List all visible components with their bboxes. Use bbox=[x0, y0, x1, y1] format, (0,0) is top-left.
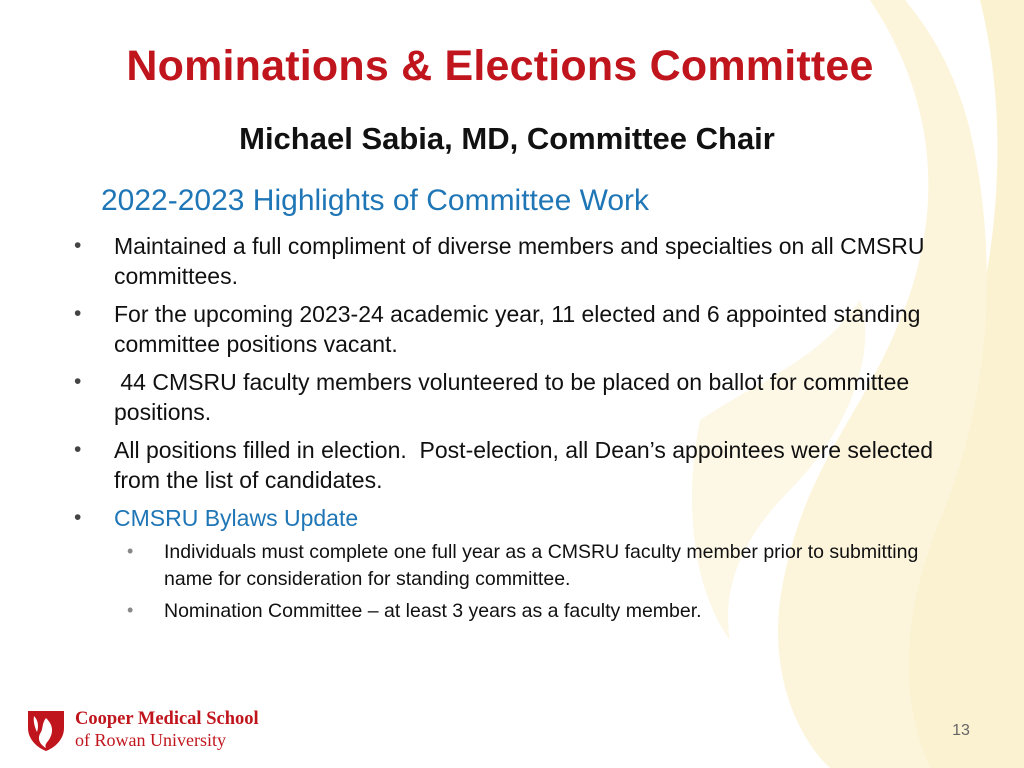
cooper-medical-school-logo bbox=[26, 708, 286, 754]
bullet-marker: • bbox=[74, 234, 82, 257]
logo-university-name: of Rowan University bbox=[75, 730, 226, 750]
bullet-item bbox=[74, 435, 940, 495]
bullet-text: CMSRU Bylaws Update bbox=[114, 505, 359, 531]
sub-bullet-item bbox=[114, 539, 934, 593]
cooper-flame-shield-icon bbox=[26, 708, 66, 752]
sub-bullet-text: Nomination Committee – at least 3 years as a faculty member. bbox=[164, 600, 702, 622]
logo-school-name: Cooper Medical School bbox=[75, 709, 259, 729]
bullet-list bbox=[74, 231, 940, 633]
bullet-marker: • bbox=[74, 506, 82, 529]
bullet-text: 44 CMSRU faculty members volunteered to be placed on ballot for committee positions. bbox=[114, 369, 916, 425]
section-heading: 2022-2023 Highlights of Committee Work bbox=[101, 184, 650, 217]
page-number: 13 bbox=[952, 722, 970, 739]
sub-bullet-item bbox=[114, 598, 934, 625]
bullet-item bbox=[74, 231, 934, 291]
bullet-text: For the upcoming 2023-24 academic year, 11 elected and 6 appointed standing committee positions vacant. bbox=[114, 301, 921, 357]
bullet-item bbox=[74, 299, 934, 359]
sub-bullet-marker: • bbox=[127, 541, 134, 561]
bullet-text: Maintained a full compliment of diverse members and specialties on all CMSRU committees. bbox=[114, 233, 925, 289]
bullet-marker: • bbox=[74, 302, 82, 325]
sub-bullet-list bbox=[114, 539, 934, 625]
bullet-text: All positions filled in election. Post-election, all Dean’s appointees were selected from the list of candidates. bbox=[114, 437, 940, 493]
bullet-marker: • bbox=[74, 438, 82, 461]
slide-title: Nominations & Elections Committee bbox=[126, 42, 874, 90]
sub-bullet-marker: • bbox=[127, 600, 134, 620]
bullet-item-bylaws-update bbox=[74, 503, 934, 625]
bullet-item bbox=[74, 367, 934, 427]
slide-subtitle: Michael Sabia, MD, Committee Chair bbox=[239, 121, 775, 156]
bullet-marker: • bbox=[74, 370, 82, 393]
sub-bullet-text: Individuals must complete one full year as a CMSRU faculty member prior to submitting name for consideration for standing committee. bbox=[164, 541, 919, 590]
